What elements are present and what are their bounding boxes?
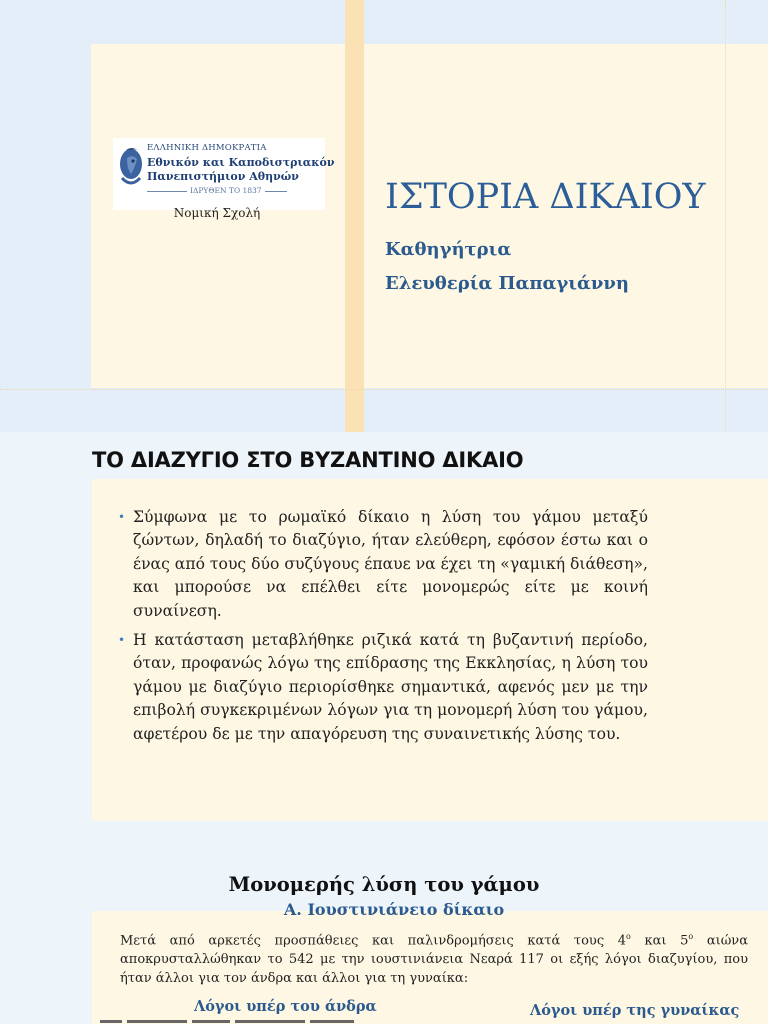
bullet-item	[118, 506, 648, 623]
intro-paragraph	[120, 927, 748, 988]
column-heading-wife: Λόγοι υπέρ της γυναίκας	[530, 1002, 740, 1019]
logo-line-university-1: Εθνικόν και Καποδιστριακόν	[147, 156, 335, 169]
intro-text-c: αιώνα αποκρυσταλλώθηκαν το 542 με την ιουστινιάνεια Νεαρά 117 οι εξής λόγοι διαζυγίου, που ήταν άλλοι για τον άνδρα και άλλοι για τη γυναίκα:	[120, 933, 748, 987]
guide-line-horizontal	[0, 389, 768, 390]
bullet-text: Η κατάσταση μεταβλήθηκε ριζικά κατά τη βυζαντινή περίοδο, όταν, προφανώς λόγω της επίδρασης της Εκκλησίας, η λύση του γάμου με διαζύγιο περιορίσθηκε σημαντικά, αφενός μεν με την επιβολή συγκεκριμένων λόγων για τη μονομερή λύση του γάμου, αφετέρου δε με την απαγόρευση της συναινετικής λύσης του.	[133, 631, 648, 743]
logo-line-university-2: Πανεπιστήμιον Αθηνών	[147, 170, 299, 183]
bullet-item	[118, 629, 648, 746]
professor-role: Καθηγήτρια	[385, 239, 512, 260]
ordinal-suffix: ο	[688, 932, 694, 941]
column-heading-husband: Λόγοι υπέρ του άνδρα	[194, 998, 377, 1015]
title-slide	[0, 0, 768, 432]
school-name: Νομική Σχολή	[173, 206, 261, 220]
intro-text-a: Μετά από αρκετές προσπάθειες και παλινδρομήσεις κατά τους 4	[120, 933, 627, 949]
unilateral-divorce-slide	[0, 867, 768, 1024]
professor-name: Ελευθερία Παπαγιάννη	[385, 273, 629, 294]
bullet-list	[118, 506, 648, 752]
bullet-text: Σύμφωνα με το ρωμαϊκό δίκαιο η λύση του γάμου μεταξύ ζώντων, δηλαδή το διαζύγιο, ήταν ελεύθερη, εφόσον έστω και ο ένας από τους δύο συζύγους έπαυε να έχει τη «γαμική διάθεση», και μπορούσε να επέλθει είτε μονομερώς είτε με κοινή συναίνεση.	[133, 508, 648, 620]
divorce-slide	[0, 432, 768, 867]
course-title: ΙΣΤΟΡΙΑ ΔΙΚΑΙΟΥ	[385, 177, 706, 217]
ordinal-suffix: ο	[626, 932, 631, 941]
slide-heading: ΤΟ ΔΙΑΖΥΓΙΟ ΣΤΟ ΒΥΖΑΝΤΙΝΟ ΔΙΚΑΙΟ	[92, 448, 524, 472]
athena-emblem-icon	[116, 144, 146, 190]
cut-off-text-line	[100, 1020, 370, 1024]
slide-title: Μονομερής λύση του γάμου	[228, 873, 540, 896]
logo-line-republic: ΕΛΛΗΝΙΚΗ ΔΗΜΟΚΡΑΤΙΑ	[147, 143, 267, 153]
logo-line-founded: ΙΔΡΥΘΕΝ ΤΟ 1837	[187, 186, 265, 195]
guide-line-vertical	[725, 0, 726, 432]
bullet-icon: •	[118, 633, 126, 648]
slide-subtitle: Α. Ιουστινιάνειο δίκαιο	[283, 900, 505, 919]
bullet-icon: •	[118, 510, 126, 524]
university-logo	[113, 138, 335, 210]
intro-text-b: και 5	[630, 933, 689, 949]
title-slide-divider-stripe	[345, 0, 364, 432]
